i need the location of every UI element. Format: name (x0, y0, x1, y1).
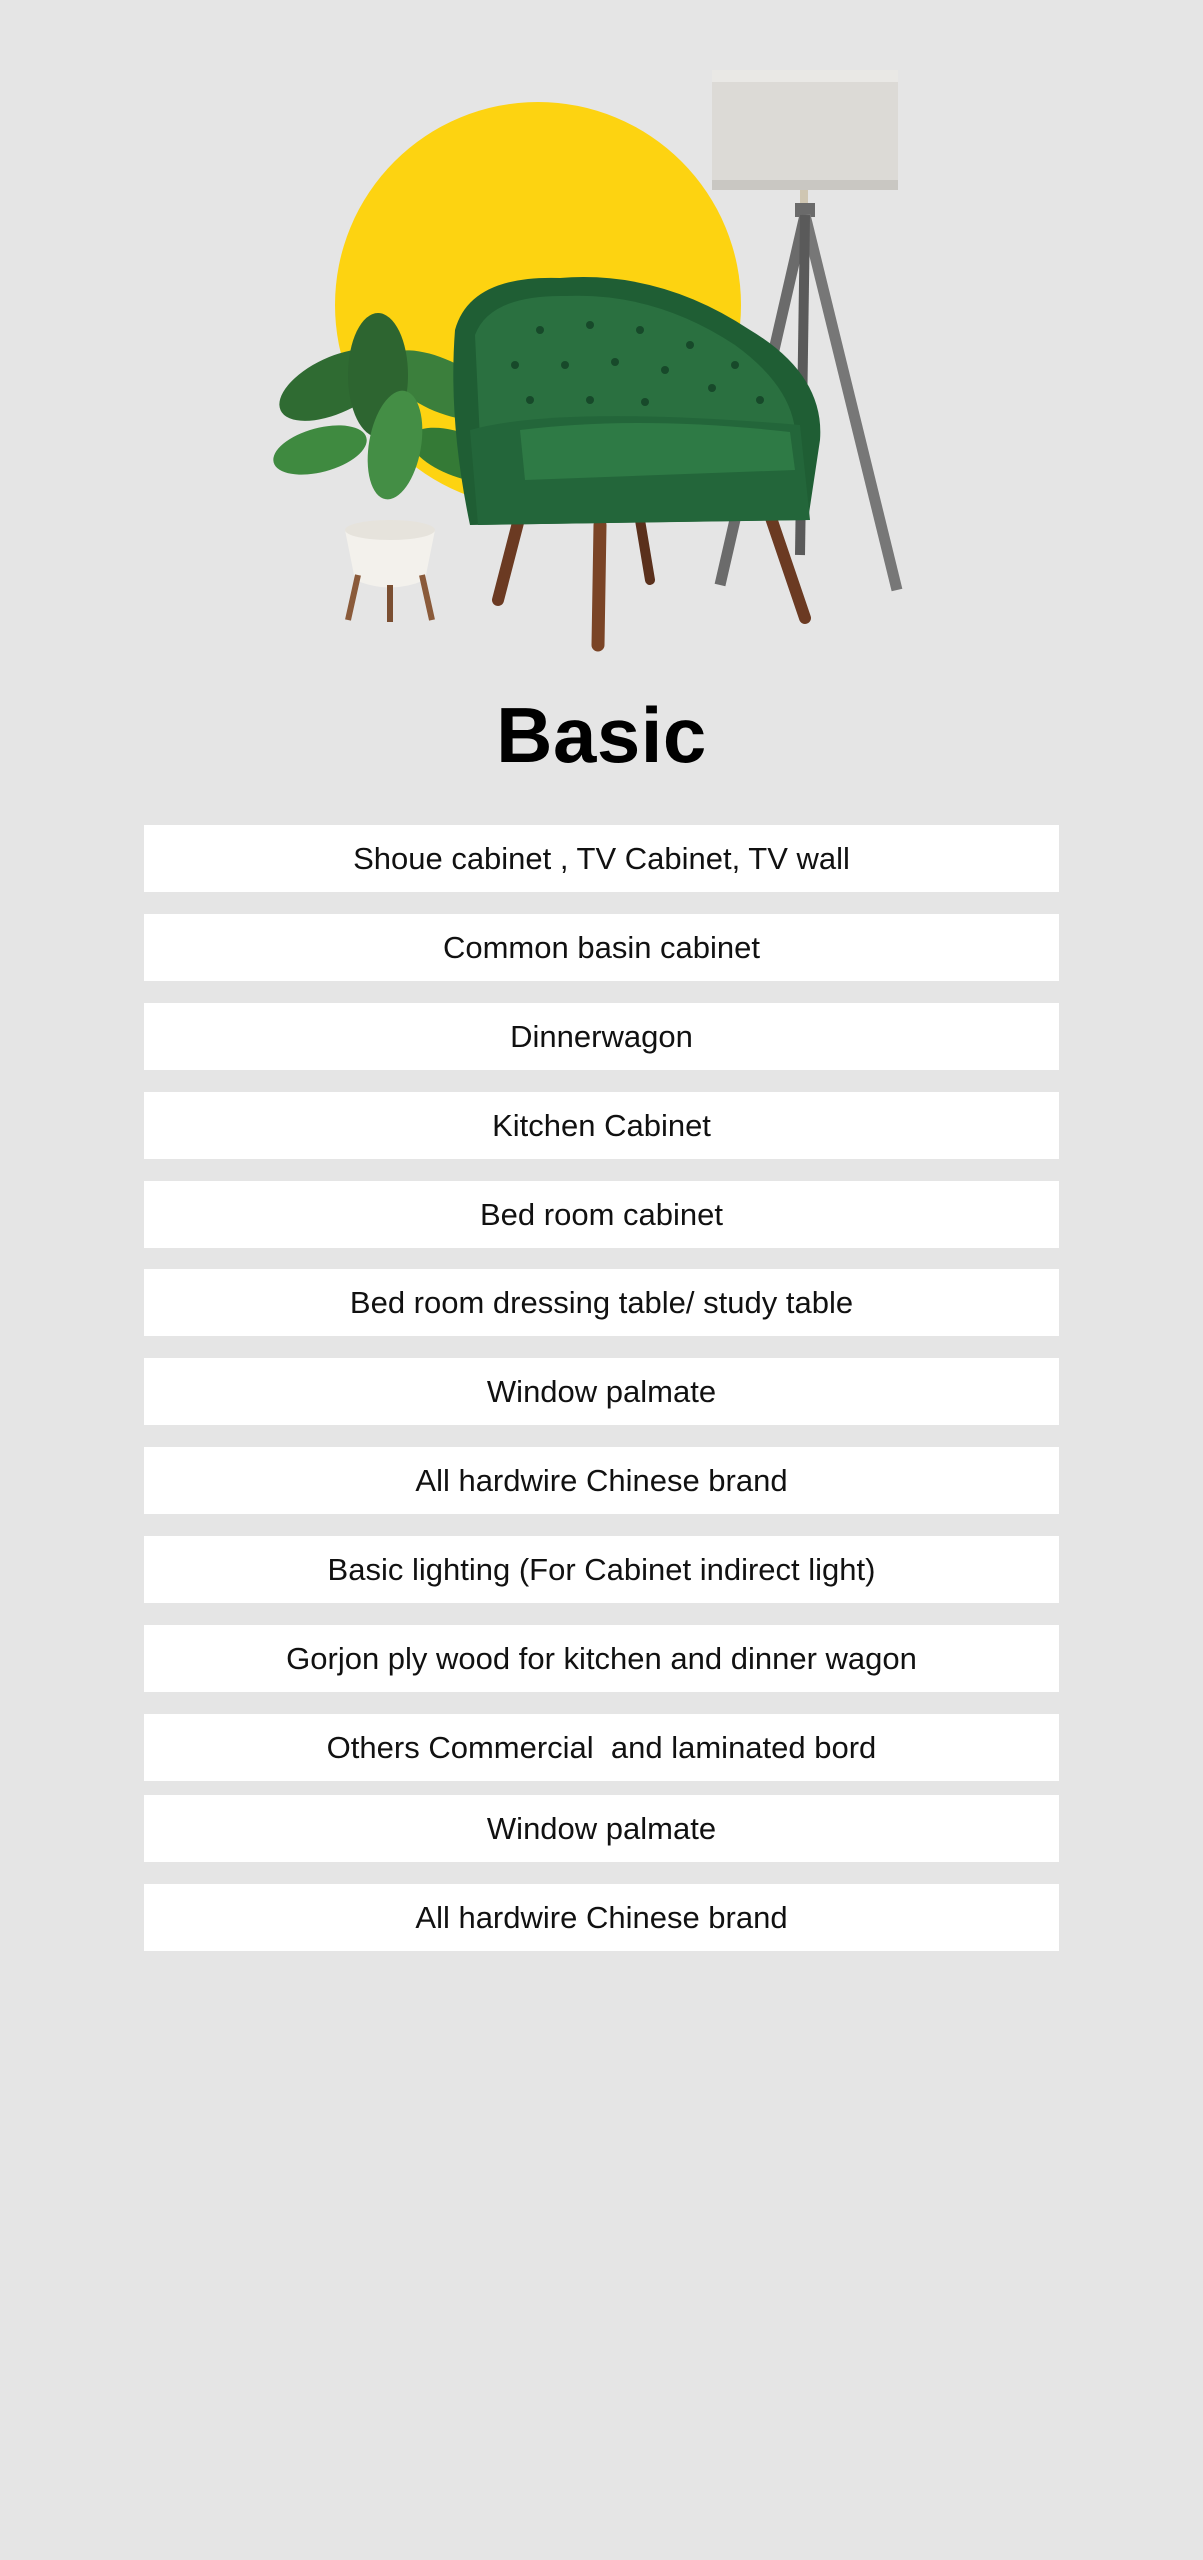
list-item: Dinnerwagon (144, 1003, 1059, 1070)
list-item: All hardwire Chinese brand (144, 1884, 1059, 1951)
green-armchair (453, 277, 820, 645)
list-item: Bed room dressing table/ study table (144, 1269, 1059, 1336)
list-item: Window palmate (144, 1358, 1059, 1425)
page-title: Basic (496, 691, 707, 779)
list-item: Others Commercial and laminated bord (144, 1714, 1059, 1781)
list-item: Bed room cabinet (144, 1181, 1059, 1248)
list-item: Common basin cabinet (144, 914, 1059, 981)
list-item: Basic lighting (For Cabinet indirect light) (144, 1536, 1059, 1603)
list-item: All hardwire Chinese brand (144, 1447, 1059, 1514)
list-item: Shoue cabinet , TV Cabinet, TV wall (144, 825, 1059, 892)
list-item: Window palmate (144, 1795, 1059, 1862)
hero-illustration (0, 0, 1203, 680)
list-item: Gorjon ply wood for kitchen and dinner wagon (144, 1625, 1059, 1692)
list-item: Kitchen Cabinet (144, 1092, 1059, 1159)
